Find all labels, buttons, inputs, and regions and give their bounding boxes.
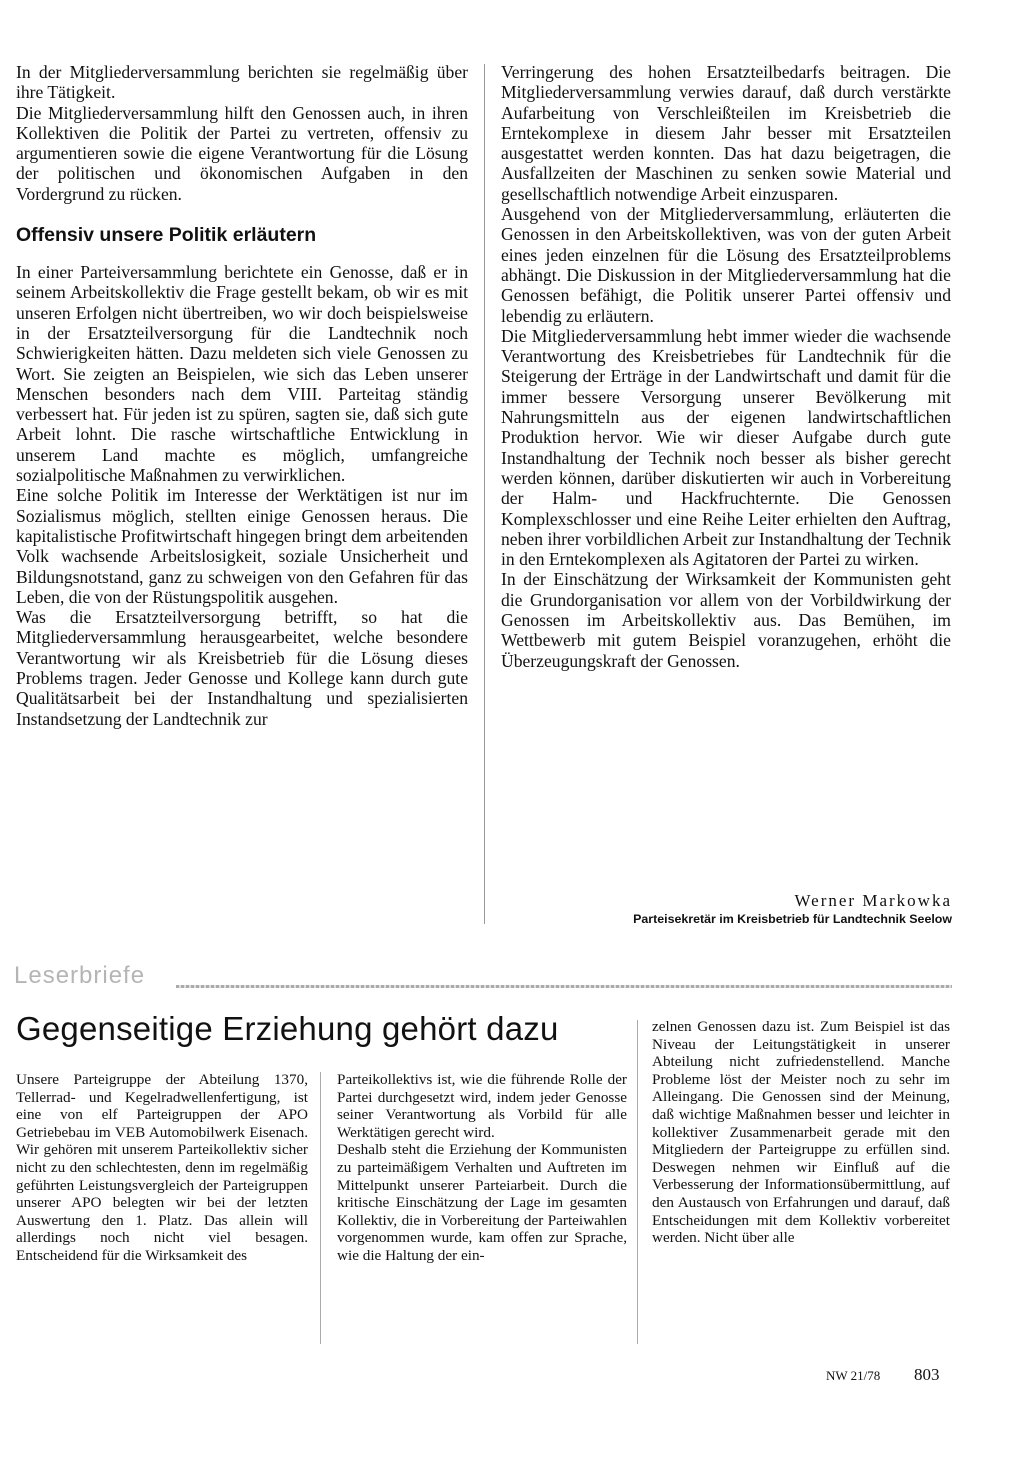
letter-column-3	[652, 1018, 950, 1247]
column-divider	[484, 64, 485, 924]
paragraph: Eine solche Politik im Interesse der Werktätigen ist nur im Sozialismus möglich, stellten einige Genossen heraus. Die kapitalistische Profitwirtschaft hingegen bringt dem arbeitenden Volk wachsende Arbeitslosigkeit, soziale Unsicherheit und Bildungsnotstand, ganz zu schweigen von den Gefahren für das Leben, die von der Rüstungspolitik ausgehen.	[16, 485, 468, 607]
article-column-right	[501, 62, 951, 671]
paragraph: Was die Ersatzteilversorgung betrifft, so hat die Mitgliederversammlung herausgearbeitet, welche besondere Verantwortung wir als Kreisbetrieb für die Lösung dieses Problems tragen. Jeder Genosse und Kollege kann durch gute Qualitätsarbeit bei der Instandhaltung und spezialisierten Instandsetzung der Landtechnik zur	[16, 607, 468, 729]
author-role: Parteisekretär im Kreisbetrieb für Landtechnik Seelow	[633, 912, 952, 926]
page-number: 803	[914, 1365, 940, 1384]
paragraph: In der Einschätzung der Wirksamkeit der Kommunisten geht die Grundorganisation vor allem von der Vorbildwirkung der Genossen im Arbeitskollektiv aus. Das Bemühen, im Wettbewerb mit gutem Beispiel voranzugehen, erhöht die Überzeugungskraft der Genossen.	[501, 569, 951, 671]
section-rule	[176, 985, 952, 988]
paragraph: Deshalb steht die Erziehung der Kommunisten zu parteimäßigem Verhalten und Auftreten im Mittelpunkt unserer Parteiarbeit. Durch die kritische Einschätzung der Lage im gesamten Kollektiv, die in Vorbereitung der Parteiwahlen vorgenommen wurde, kam offen zur Sprache, wie die Haltung der ein-	[337, 1141, 627, 1264]
paragraph: Ausgehend von der Mitgliederversammlung, erläuterten die Genossen in den Arbeitskollektiven, was von der guten Arbeit eines jeden einzelnen für die Lösung des Ersatzteilproblems abhängt. Die Diskussion in der Mitgliederversammlung hat die Genossen befähigt, die Politik unserer Partei offensiv und lebendig zu erläutern.	[501, 204, 951, 326]
paragraph: In einer Parteiversammlung berichtete ein Genosse, daß er in seinem Arbeitskollektiv die Frage gestellt bekam, ob wir es mit unseren Erfolgen nicht übertreiben, wo wir doch beispielsweise in der Ersatzteilversorgung für die Landtechnik noch Schwierigkeiten hätten. Dazu meldeten sich viele Genossen zu Wort. Sie zeigten an Beispielen, wie sich das Leben unserer Menschen besonders nach dem VIII. Parteitag ständig verbessert hat. Für jeden ist zu spüren, sagten sie, daß sich gute Arbeit lohnt. Die rasche wirtschaftliche Entwicklung in unserem Land machte es möglich, umfangreiche sozialpolitische Maßnahmen zu verwirklichen.	[16, 262, 468, 486]
paragraph: Parteikollektivs ist, wie die führende Rolle der Partei durchgesetzt wird, indem jeder Genosse seiner Verantwortung als Vorbild für alle Werktätigen gerecht wird.	[337, 1071, 627, 1141]
issue-code: NW 21/78	[826, 1368, 881, 1383]
author-signature	[560, 890, 952, 928]
paragraph: Unsere Parteigruppe der Abteilung 1370, Tellerrad- und Kegelradwellenfertigung, ist eine von elf Parteigruppen der APO Getriebebau im VEB Automobilwerk Eisenach. Wir gehören mit unserem Parteikollektiv sicher nicht zu den schlechtesten, denn im regelmäßig geführten Leistungsvergleich der Parteigruppen unserer APO belegten wir bei der letzten Auswertung den 1. Platz. Das allein will allerdings noch nicht viel besagen. Entscheidend für die Wirksamkeit des	[16, 1071, 308, 1264]
paragraph: In der Mitgliederversammlung berichten sie regelmäßig über ihre Tätigkeit.	[16, 62, 468, 103]
column-divider	[637, 1020, 638, 1344]
author-name: Werner Markowka	[794, 891, 952, 910]
column-divider	[320, 1072, 321, 1344]
paragraph: Die Mitgliederversammlung hilft den Genossen auch, in ihren Kollektiven die Politik der Partei zu vertreten, offensiv zu argumentieren sowie die eigene Verantwortung für die Lösung der politischen und ökonomischen Aufgaben in den Vordergrund zu rücken.	[16, 102, 468, 204]
letter-column-2	[337, 1071, 627, 1265]
article-column-left	[16, 62, 468, 729]
paragraph: Verringerung des hohen Ersatzteilbedarfs beitragen. Die Mitgliederversammlung verwies darauf, daß durch verstärkte Aufarbeitung von Verschleißteilen im Kreisbetrieb die Erntekomplexe in diesem Jahr besser mit Ersatzteilen ausgestattet werden konnten. Das hat dazu beigetragen, die Ausfallzeiten der Maschinen zu senken sowie Material und gesellschaftlich notwendige Arbeit einzusparen.	[501, 62, 951, 204]
paragraph: zelnen Genossen dazu ist. Zum Beispiel ist das Niveau der Leitungstätigkeit in unserer Abteilung nicht zufriedenstellend. Manche Probleme löst der Meister noch zu sehr im Alleingang. Die Genossen sind der Meinung, daß wichtige Maßnahmen besser und leichter in kollektiver Zusammenarbeit gerade mit den Mitgliedern der Parteigruppe zu erfüllen sind. Deswegen nehmen wir Einfluß auf die Verbesserung der Informationsübermittlung, auf den Austausch von Erfahrungen und darauf, daß Entscheidungen mit dem Kollektiv vorbereitet werden. Nicht über alle	[652, 1018, 950, 1247]
section-heading: Offensiv unsere Politik erläutern	[16, 224, 317, 247]
letter-title: Gegenseitige Erziehung gehört dazu	[16, 1010, 559, 1047]
letter-column-1	[16, 1071, 308, 1265]
section-label: Leserbriefe	[14, 962, 146, 989]
paragraph: Die Mitgliederversammlung hebt immer wieder die wachsende Verantwortung des Kreisbetriebes für Landtechnik für die Steigerung der Erträge in der Landwirtschaft und damit für die immer bessere Versorgung unserer Bevölkerung mit Nahrungsmitteln aus der eigenen landwirtschaftlichen Produktion hervor. Wie wir dieser Aufgabe durch gute Instandhaltung der Technik noch besser als bisher gerecht werden können, darüber diskutierten wir auch in Vorbereitung der Halm- und Hackfruchternte. Die Genossen Komplexschlosser und eine Reihe Leiter erhielten den Auftrag, neben ihrer vorbildlichen Arbeit zur Instandhaltung der Technik in den Erntekomplexen als Agitatoren der Partei zu wirken.	[501, 325, 951, 570]
